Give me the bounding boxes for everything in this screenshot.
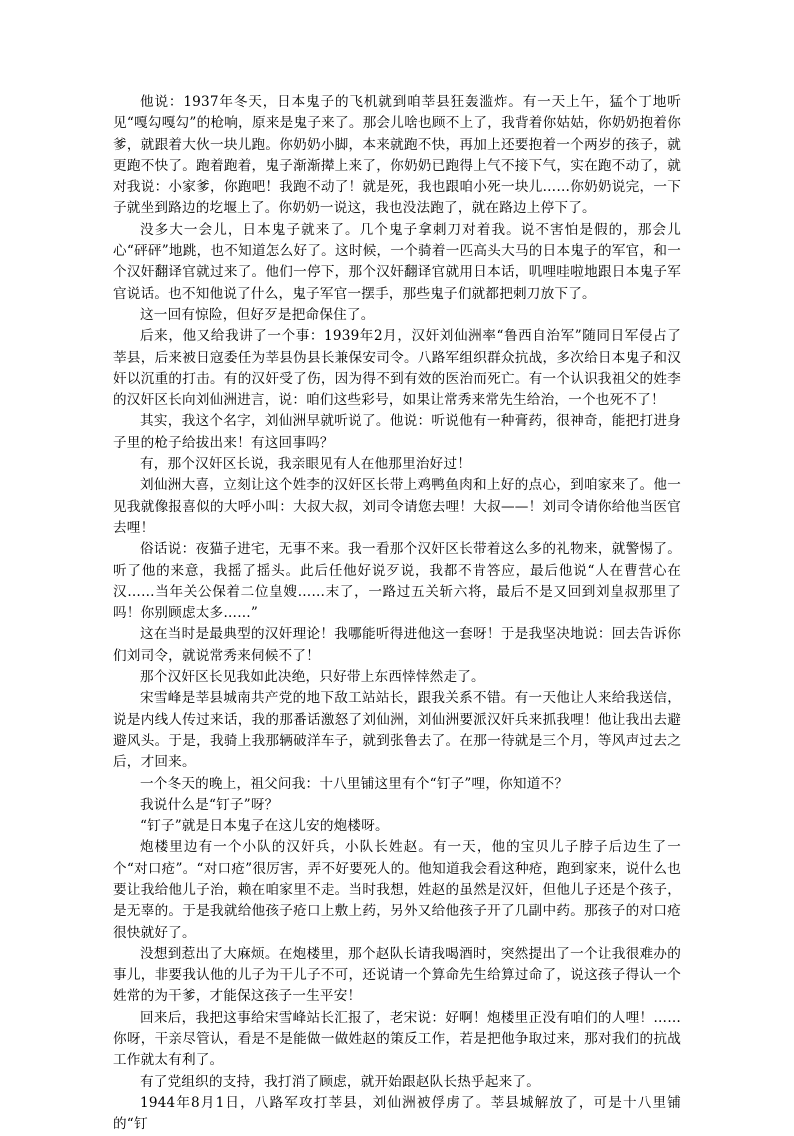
paragraph: 其实，我这个名字，刘仙洲早就听说了。他说：听说他有一种膏药，很神奇，能把打进身子里的枪子给拔出来！有这回事吗？ <box>113 413 681 451</box>
paragraph: 宋雪峰是莘县城南共产党的地下敌工站站长，跟我关系不错。有一天他让人来给我送信，说是内线人传过来话，我的那番话激怒了刘仙洲，刘仙洲要派汉奸兵来抓我哩！他让我出去避避风头。于是，我骑上我那辆破洋车子，就到张鲁去了。在那一待就是三个月，等风声过去之后，才回来。 <box>113 690 681 771</box>
paragraph: 有了党组织的支持，我打消了顾虑，就开始跟赵队长热乎起来了。 <box>140 1073 541 1090</box>
paragraph: 刘仙洲大喜，立刻让这个姓李的汉奸区长带上鸡鸭鱼肉和上好的点心，到咱家来了。他一见我就像报喜似的大呼小叫：大叔大叔，刘司令请您去哩！大叔——！刘司令请你给他当医官去哩！ <box>113 477 681 536</box>
paragraph: 后来，他又给我讲了一个事：1939年2月，汉奸刘仙洲率“鲁西自治军”随同日军侵占了莘县，后来被日寇委任为莘县伪县长兼保安司令。八路军组织群众抗战，多次给日本鬼子和汉奸以沉重的打击。有的汉奸受了伤，因为得不到有效的医治而死亡。有一个认识我祖父的姓李的汉奸区长向刘仙洲进言，说：咱们这些彩号，如果让常秀来常先生给治，一个也死不了！ <box>113 328 681 409</box>
paragraph: 那个汉奸区长见我如此决绝，只好带上东西悻悻然走了。 <box>140 669 485 686</box>
paragraph: 没想到惹出了大麻烦。在炮楼里，那个赵队长请我喝酒时，突然提出了一个让我很难办的事儿，非要我认他的儿子为干儿子不可，还说请一个算命先生给算过命了，说这孩子得认一个姓常的为干爹，才能保这孩子一生平安！ <box>113 945 681 1005</box>
paragraph: 俗话说：夜猫子进宅，无事不来。我一看那个汉奸区长带着这么多的礼物来，就警惕了。听了他的来意，我摇了摇头。此后任他好说歹说，我都不肯答应，最后他说“人在曹营心在汉……当年关公保着二位皇嫂……末了，一路过五关斩六将，最后不是又回到刘皇叔那里了吗！你别顾虑太多……” <box>113 541 681 622</box>
paragraph: 没多大一会儿，日本鬼子就来了。几个鬼子拿刺刀对着我。说不害怕是假的，那会儿心“砰砰”地跳，也不知道怎么好了。这时候，一个骑着一匹高头大马的日本鬼子的军官，和一个汉奸翻译官就过来了。他们一停下，那个汉奸翻译官就用日本话，叽哩哇啦地跟日本鬼子军官说话。也不知他说了什么，鬼子军官一摆手，那些鬼子们就都把刺刀放下了。 <box>113 221 681 302</box>
document-body <box>113 92 681 1136</box>
paragraph: 我说什么是“钉子”呀？ <box>140 796 279 813</box>
paragraph: 这一回有惊险，但好歹是把命保住了。 <box>140 306 375 323</box>
paragraph: 炮楼里边有一个小队的汉奸兵，小队长姓赵。有一天，他的宝贝儿子脖子后边生了一个“对口疮”。“对口疮”很厉害，弄不好要死人的。他知道我会看这种疮，跑到家来，说什么也要让我给他儿子治，赖在咱家里不走。当时我想，姓赵的虽然是汉奸，但他儿子还是个孩子，是无辜的。于是我就给他孩子疮口上敷上药，另外又给他孩子开了几副中药。那孩子的对口疮很快就好了。 <box>113 839 681 941</box>
paragraph: 1944年8月1日，八路军攻打莘县，刘仙洲被俘虏了。莘县城解放了，可是十八里铺的“钉 <box>113 1094 681 1133</box>
paragraph: 一个冬天的晚上，祖父问我：十八里铺这里有个“钉子”哩，你知道不？ <box>140 775 569 792</box>
paragraph: 回来后，我把这事给宋雪峰站长汇报了，老宋说：好啊！炮楼里正没有咱们的人哩！……你呀，干亲尽管认，看是不是能做一做姓赵的策反工作，若是把他争取过来，那对我们的抗战工作就太有利了。 <box>113 1009 681 1069</box>
paragraph: 有，那个汉奸区长说，我亲眼见有人在他那里治好过！ <box>140 456 472 473</box>
paragraph: 他说：1937年冬天，日本鬼子的飞机就到咱莘县狂轰滥炸。有一天上午，猛个丁地听见“嘎勾嘎勾”的枪响，原来是鬼子来了。那会儿啥也顾不上了，我背着你姑姑，你奶奶抱着你爹，就跟着大伙一块儿跑。你奶奶小脚，本来就跑不快，再加上还要抱着一个两岁的孩子，就更跑不快了。跑着跑着，鬼子渐渐撵上来了，你奶奶已跑得上气不接下气，实在跑不动了，就对我说：小家爹，你跑吧！我跑不动了！就是死，我也跟咱小死一块儿……你奶奶说完，一下子就坐到路边的圪堰上了。你奶奶一说这，我也没法跑了，就在路边上停下了。 <box>113 94 681 217</box>
paragraph: “钉子”就是日本鬼子在这儿安的炮楼呀。 <box>140 818 389 835</box>
paragraph: 这在当时是最典型的汉奸理论！我哪能听得进他这一套呀！于是我坚决地说：回去告诉你们刘司令，就说常秀来伺候不了！ <box>113 626 681 664</box>
